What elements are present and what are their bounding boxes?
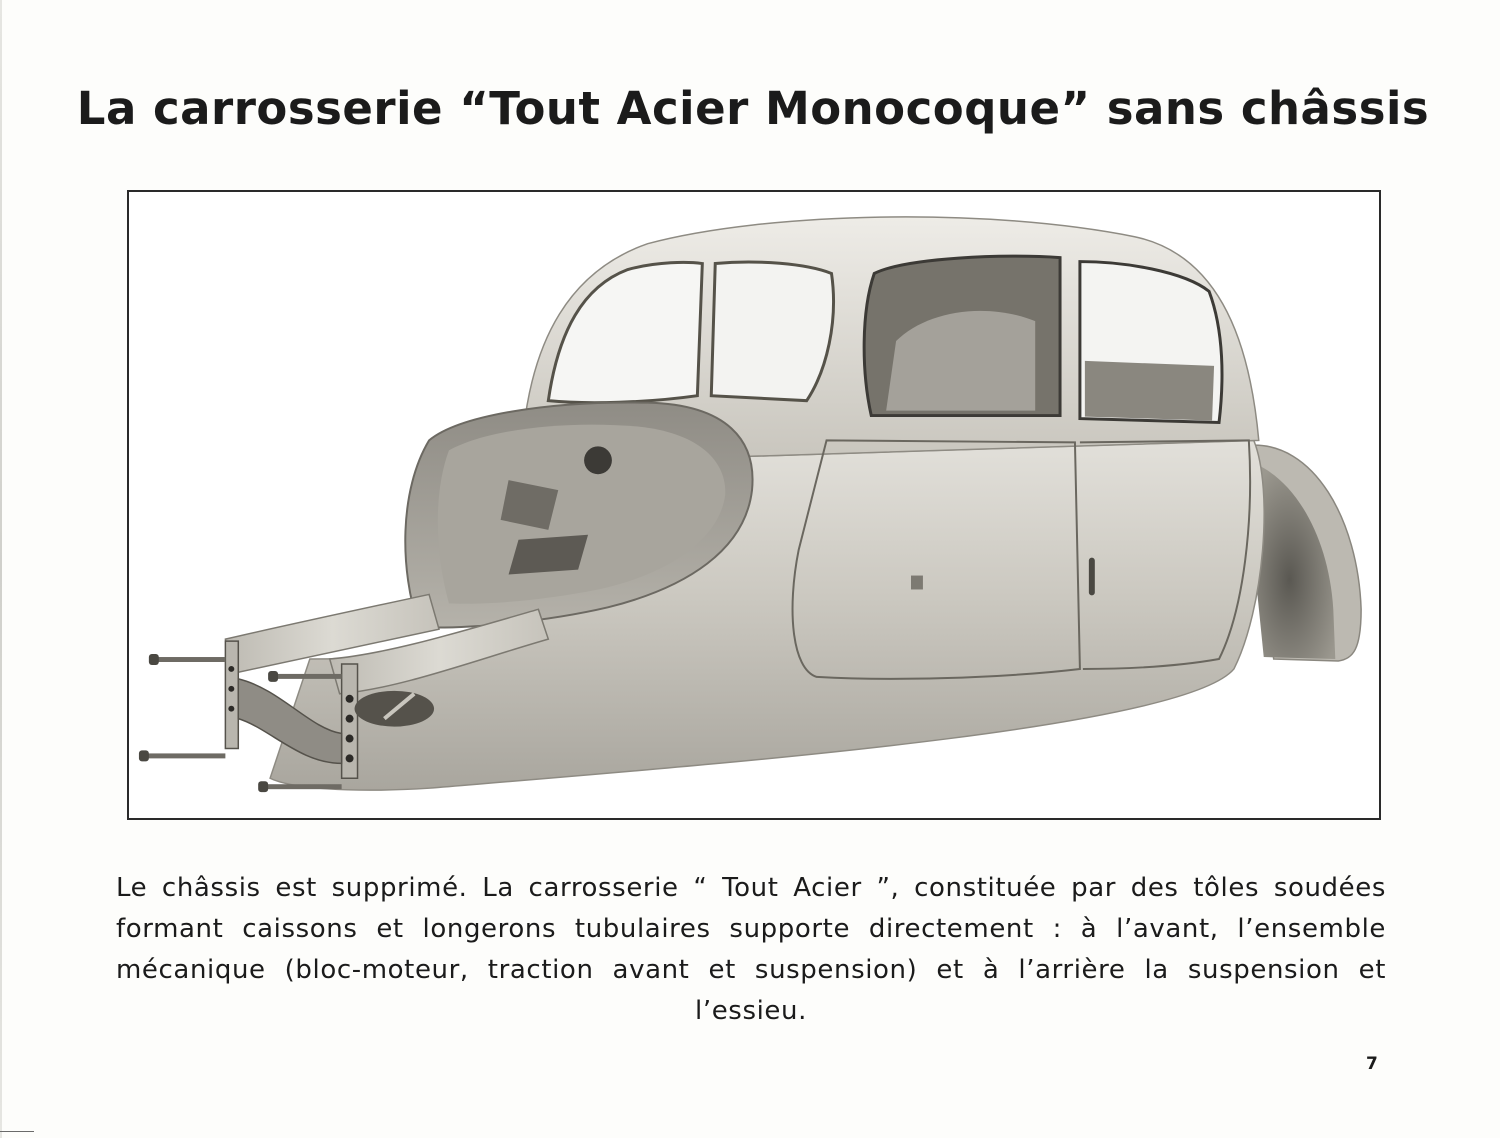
page-edge <box>0 0 2 1138</box>
door-handle-icon <box>1089 558 1095 596</box>
caption-text: Le châssis est supprimé. La carrosserie “ Tout Acier ”, constituée par des tôles soudées formant caissons et longerons tubulaires supporte directement : à l’avant, l’ensemble mécanique (bloc-moteur, traction avant et suspension) et à l’arrière la suspension et l’essieu. <box>116 873 1386 1026</box>
car-body-illustration <box>129 192 1379 818</box>
page-number: 7 <box>1366 1054 1378 1074</box>
page-edge-mark <box>0 1131 34 1132</box>
page-title: La carrosserie “Tout Acier Monocoque” sans châssis <box>76 82 1430 135</box>
car-body-photo <box>127 190 1381 820</box>
